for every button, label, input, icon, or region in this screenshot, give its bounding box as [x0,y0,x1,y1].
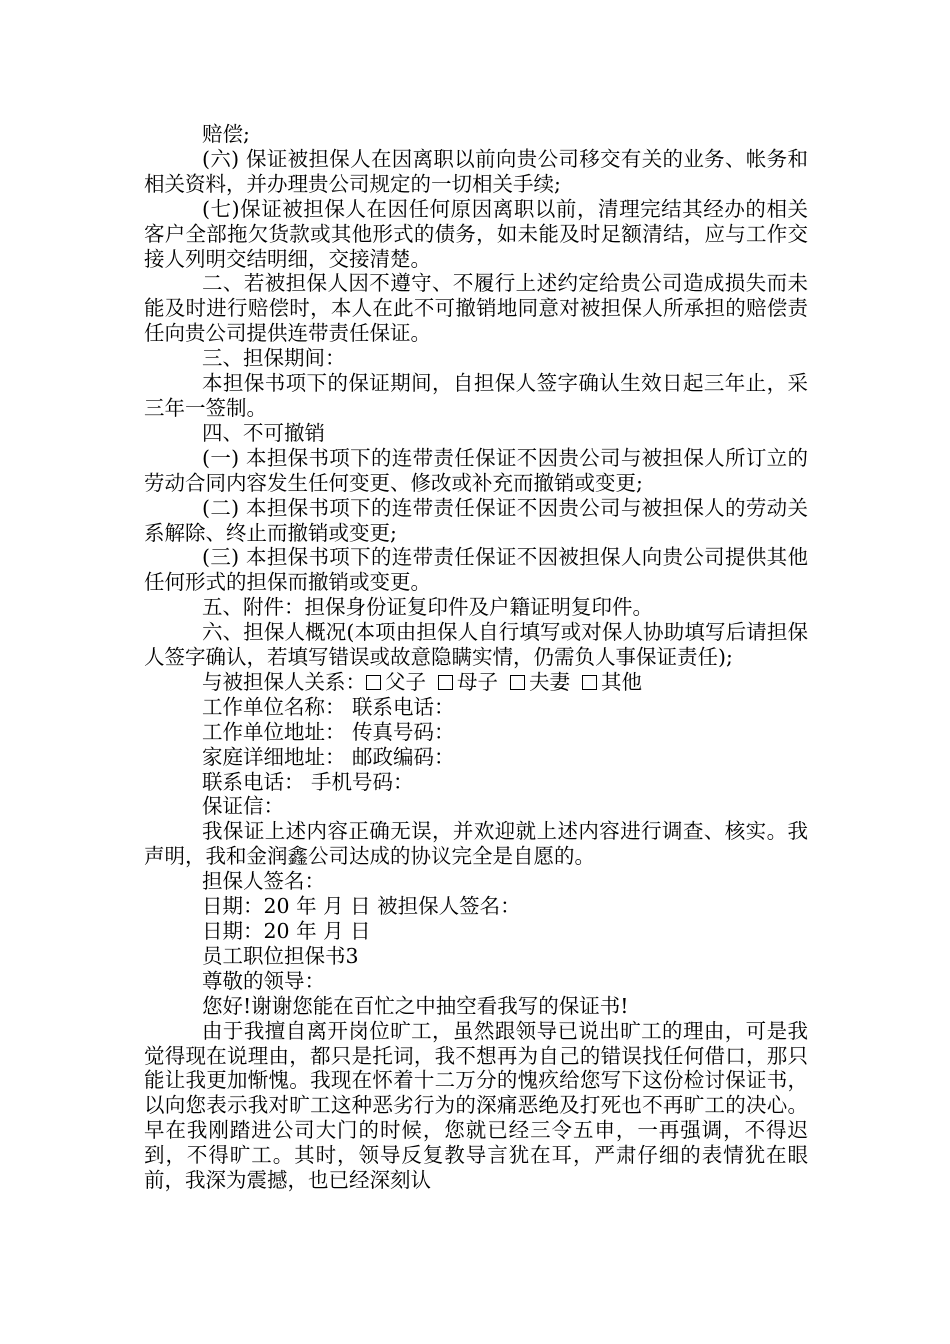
option-label: 母子 [457,669,498,694]
date-field: 日期：20 年 月 日 [202,919,371,943]
clause-7: (七)保证被担保人在因任何原因离职以前，清理完结其经办的相关客户全部拖欠货款或其他形式的债务，如未能及时足额清结，应与工作交接人列明交结明细，交接清楚。 [144,196,808,271]
section-4-heading: 四、不可撤销 [202,420,325,445]
relation-option-other[interactable] [582,670,642,694]
text-line: 赔偿; [202,122,250,146]
date-signature-field: 日期：20 年 月 日 被担保人签名： [202,894,521,919]
body-paragraph: 由于我擅自离开岗位旷工，虽然跟领导已说出旷工的理由，可是我觉得现在说理由，都只是托词，我不想再为自己的错误找任何借口，那只能让我更加惭愧。我现在怀着十二万分的愧疚给您写下这份检讨保证书，以向您表示我对旷工这种恶劣行为的深痛恶绝及打死也不再旷工的决心。早在我刚踏进公司大门的时候，您就已经三令五申，一再强调，不得迟到，不得旷工。其时，领导反复教导言犹在耳，严肃仔细的表情犹在眼前，我深为震撼，也已经深刻认 [144,1018,808,1193]
relation-label: 与被担保人关系： [202,669,366,694]
work-unit-address-field: 工作单位地址： 传真号码： [202,719,455,744]
section-3-heading: 三、担保期间： [202,346,346,371]
guarantee-letter-heading: 保证信： [202,794,284,819]
relation-option-spouse[interactable] [510,670,570,694]
section-6: 六、担保人概况(本项由担保人自行填写或对保人协助填写后请担保人签字确认，若填写错误或故意隐瞒实情，仍需负人事保证责任); [144,620,808,670]
relation-option-mother-son[interactable] [438,670,498,694]
option-label: 父子 [385,669,426,694]
section-4-item-2: (二) 本担保书项下的连带责任保证不因贵公司与被担保人的劳动关系解除、终止而撤销或变更; [144,495,808,545]
greeting: 您好!谢谢您能在百忙之中抽空看我写的保证书! [202,993,629,1018]
section-4-item-1: (一) 本担保书项下的连带责任保证不因贵公司与被担保人所订立的劳动合同内容发生任何变更、修改或补充而撤销或变更; [144,445,808,495]
option-label: 其他 [601,669,642,694]
option-label: 夫妻 [529,669,570,694]
relation-row [144,670,808,695]
work-unit-name-field: 工作单位名称： 联系电话： [202,694,455,719]
checkbox-icon[interactable] [510,675,525,690]
section-2: 二、若被担保人因不遵守、不履行上述约定给贵公司造成损失而未能及时进行赔偿时，本人在此不可撤销地同意对被担保人所承担的赔偿责任向贵公司提供连带责任保证。 [144,271,808,346]
document-3-title: 员工职位担保书3 [202,943,359,968]
relation-option-father-son[interactable] [366,670,426,694]
contact-phone-field: 联系电话： 手机号码： [202,769,414,794]
guarantee-letter-body: 我保证上述内容正确无误，并欢迎就上述内容进行调查、核实。我声明，我和金润鑫公司达成的协议完全是自愿的。 [144,819,808,869]
section-5: 五、附件：担保身份证复印件及户籍证明复印件。 [202,595,653,620]
guarantor-signature-field: 担保人签名： [202,869,325,894]
clause-6: (六) 保证被担保人在因离职以前向贵公司移交有关的业务、帐务和相关资料，并办理贵公司规定的一切相关手续; [144,146,808,196]
section-3-body: 本担保书项下的保证期间，自担保人签字确认生效日起三年止，采三年一签制。 [144,371,808,420]
home-address-field: 家庭详细地址： 邮政编码： [202,744,455,769]
salutation: 尊敬的领导： [202,968,325,993]
checkbox-icon[interactable] [582,675,597,690]
checkbox-icon[interactable] [366,675,381,690]
section-4-item-3: (三) 本担保书项下的连带责任保证不因被担保人向贵公司提供其他任何形式的担保而撤销或变更。 [144,545,808,595]
checkbox-icon[interactable] [438,675,453,690]
document-page [144,122,808,1193]
